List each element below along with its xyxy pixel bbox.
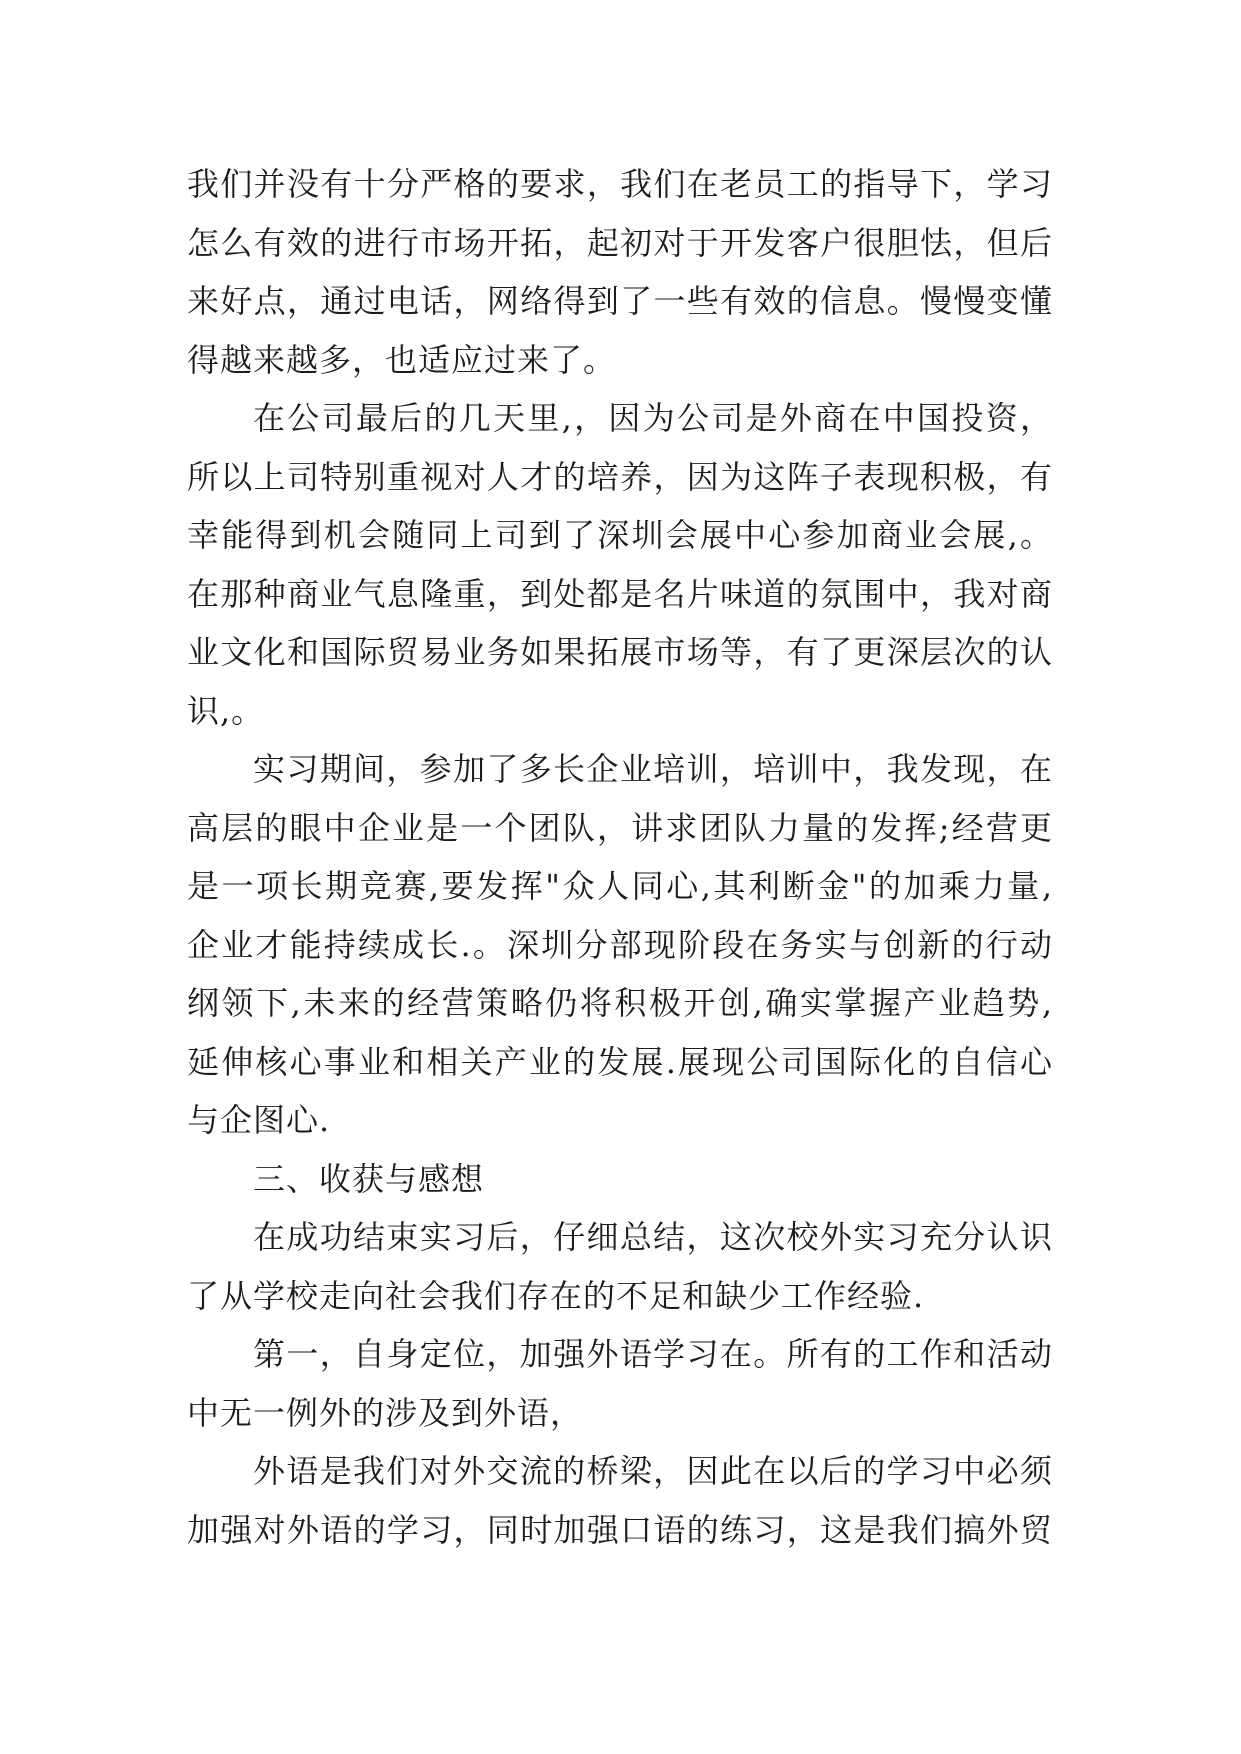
text-line: 在公司最后的几天里,，因为公司是外商在中国投资，	[253, 399, 1053, 437]
text-line: 纲领下,未来的经营策略仍将积极开创,确实掌握产业趋势,	[187, 984, 1053, 1022]
text-line: 在那种商业气息隆重，到处都是名片味道的氛围中，我对商	[187, 574, 1053, 613]
text-line: 幸能得到机会随同上司到了深圳会展中心参加商业会展,。	[187, 516, 1053, 554]
text-line: 第一，自身定位，加强外语学习在。所有的工作和活动	[253, 1335, 1053, 1373]
text-line: 来好点，通过电话，网络得到了一些有效的信息。慢慢变懂	[187, 282, 1053, 320]
text-line: 在成功结束实习后，仔细总结，这次校外实习充分认识	[253, 1218, 1053, 1256]
text-line: 实习期间，参加了多长企业培训，培训中，我发现，在	[253, 750, 1053, 788]
document-body	[187, 155, 1053, 1559]
text-line: 识,。	[187, 691, 265, 730]
text-line: 业文化和国际贸易业务如果拓展市场等，有了更深层次的认	[187, 633, 1053, 671]
text-line: 是一项长期竞赛,要发挥"众人同心,其利断金"的加乘力量,	[187, 867, 1053, 905]
text-line: 怎么有效的进行市场开拓，起初对于开发客户很胆怯，但后	[187, 223, 1053, 262]
text-line: 加强对外语的学习，同时加强口语的练习，这是我们搞外贸	[187, 1510, 1053, 1549]
text-line: 中无一例外的涉及到外语，	[187, 1393, 584, 1432]
text-line: 我们并没有十分严格的要求，我们在老员工的指导下，学习	[187, 165, 1053, 203]
text-line: 得越来越多，也适应过来了。	[187, 340, 617, 379]
paragraph	[187, 1442, 1053, 1559]
paragraph	[187, 1208, 1053, 1325]
paragraph	[187, 1325, 1053, 1442]
text-line: 外语是我们对外交流的桥梁，因此在以后的学习中必须	[253, 1452, 1053, 1490]
text-line: 延伸核心事业和相关产业的发展.展现公司国际化的自信心	[187, 1042, 1053, 1081]
text-line: 与企图心.	[187, 1101, 331, 1139]
text-line: 高层的眼中企业是一个团队，讲求团队力量的发挥;经营更	[187, 808, 1053, 847]
text-line: 企业才能持续成长.。深圳分部现阶段在务实与创新的行动	[187, 925, 1053, 964]
text-line: 了从学校走向社会我们存在的不足和缺少工作经验.	[187, 1276, 925, 1315]
paragraph	[187, 740, 1053, 1150]
section-heading	[187, 1150, 1053, 1209]
paragraph	[187, 155, 1053, 389]
section-heading-text: 三、收获与感想	[253, 1159, 485, 1198]
paragraph	[187, 389, 1053, 740]
text-line: 所以上司特别重视对人才的培养，因为这阵子表现积极，有	[187, 457, 1053, 496]
